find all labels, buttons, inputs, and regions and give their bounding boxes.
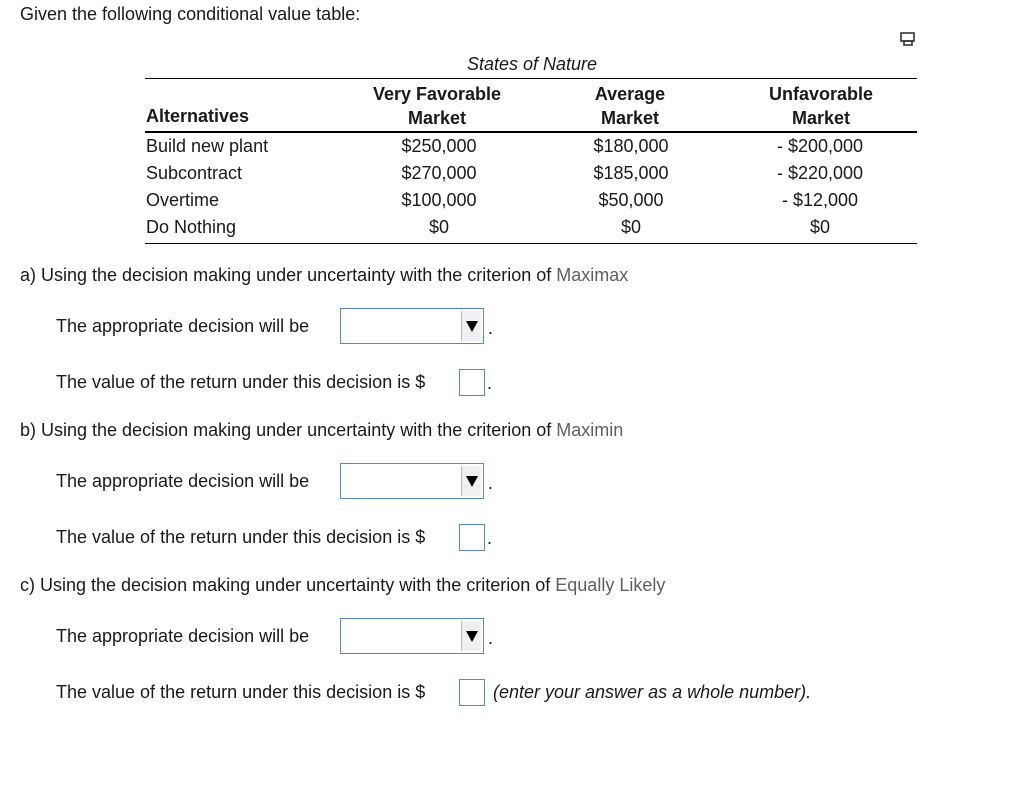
- period: .: [488, 473, 494, 493]
- row-value-very-favorable: $100,000: [401, 190, 477, 210]
- table-row: [145, 136, 917, 163]
- decision-label-c: The appropriate decision will be: [56, 626, 310, 646]
- value-input-c[interactable]: [459, 679, 485, 706]
- whole-number-note: (enter your answer as a whole number).: [493, 682, 812, 702]
- period: .: [487, 373, 493, 393]
- decision-select-a[interactable]: [340, 308, 484, 344]
- question-b-text: b) Using the decision making under uncertainty with the criterion of: [20, 420, 552, 440]
- decision-select-b[interactable]: [340, 463, 484, 499]
- row-value-average: $0: [620, 217, 642, 237]
- row-alternative: Subcontract: [146, 163, 243, 183]
- table-top-rule: [145, 78, 917, 79]
- intro-text: Given the following conditional value table:: [20, 4, 361, 24]
- decision-select-c[interactable]: [340, 618, 484, 654]
- value-input-a[interactable]: [459, 369, 485, 396]
- row-value-very-favorable: $270,000: [401, 163, 477, 183]
- row-alternative: Build new plant: [146, 136, 269, 156]
- table-row: [145, 163, 917, 190]
- alternatives-header: Alternatives: [146, 106, 250, 126]
- row-value-average: $180,000: [593, 136, 669, 156]
- column-header-average: Average Market: [594, 84, 666, 128]
- column-header-very-favorable: Very Favorable Market: [372, 84, 502, 128]
- dropdown-arrow-icon[interactable]: [461, 311, 481, 341]
- question-b: [20, 420, 623, 441]
- row-value-unfavorable: - $220,000: [776, 163, 864, 183]
- question-c: [20, 575, 665, 596]
- dropdown-arrow-icon[interactable]: [461, 466, 481, 496]
- row-value-average: $50,000: [598, 190, 664, 210]
- row-value-unfavorable: $0: [809, 217, 831, 237]
- table-row: [145, 217, 917, 244]
- row-alternative: Do Nothing: [146, 217, 237, 237]
- row-value-very-favorable: $250,000: [401, 136, 477, 156]
- value-label-a: The value of the return under this decision is $: [56, 372, 426, 392]
- row-value-average: $185,000: [593, 163, 669, 183]
- row-value-unfavorable: - $12,000: [781, 190, 859, 210]
- row-value-very-favorable: $0: [428, 217, 450, 237]
- decision-label-a: The appropriate decision will be: [56, 316, 310, 336]
- table-row: [145, 190, 917, 217]
- period: .: [488, 628, 494, 648]
- dropdown-arrow-icon[interactable]: [461, 621, 481, 651]
- header-rule: [145, 131, 917, 133]
- row-alternative: Overtime: [146, 190, 220, 210]
- question-c-text: c) Using the decision making under uncertainty with the criterion of: [20, 575, 551, 595]
- question-a-criterion: Maximax: [556, 265, 629, 285]
- value-input-b[interactable]: [459, 524, 485, 551]
- period: .: [487, 528, 493, 548]
- question-b-criterion: Maximin: [556, 420, 624, 440]
- value-label-b: The value of the return under this decision is $: [56, 527, 426, 547]
- question-c-criterion: Equally Likely: [555, 575, 666, 595]
- question-a-text: a) Using the decision making under uncertainty with the criterion of: [20, 265, 552, 285]
- period: .: [488, 318, 494, 338]
- decision-label-b: The appropriate decision will be: [56, 471, 310, 491]
- copy-icon[interactable]: [899, 30, 917, 48]
- table-bottom-rule: [145, 243, 917, 244]
- question-a: [20, 265, 628, 286]
- value-label-c: The value of the return under this decision is $: [56, 682, 426, 702]
- row-value-unfavorable: - $200,000: [776, 136, 864, 156]
- column-header-unfavorable: Unfavorable Market: [768, 84, 874, 128]
- states-of-nature-header: States of Nature: [466, 54, 598, 74]
